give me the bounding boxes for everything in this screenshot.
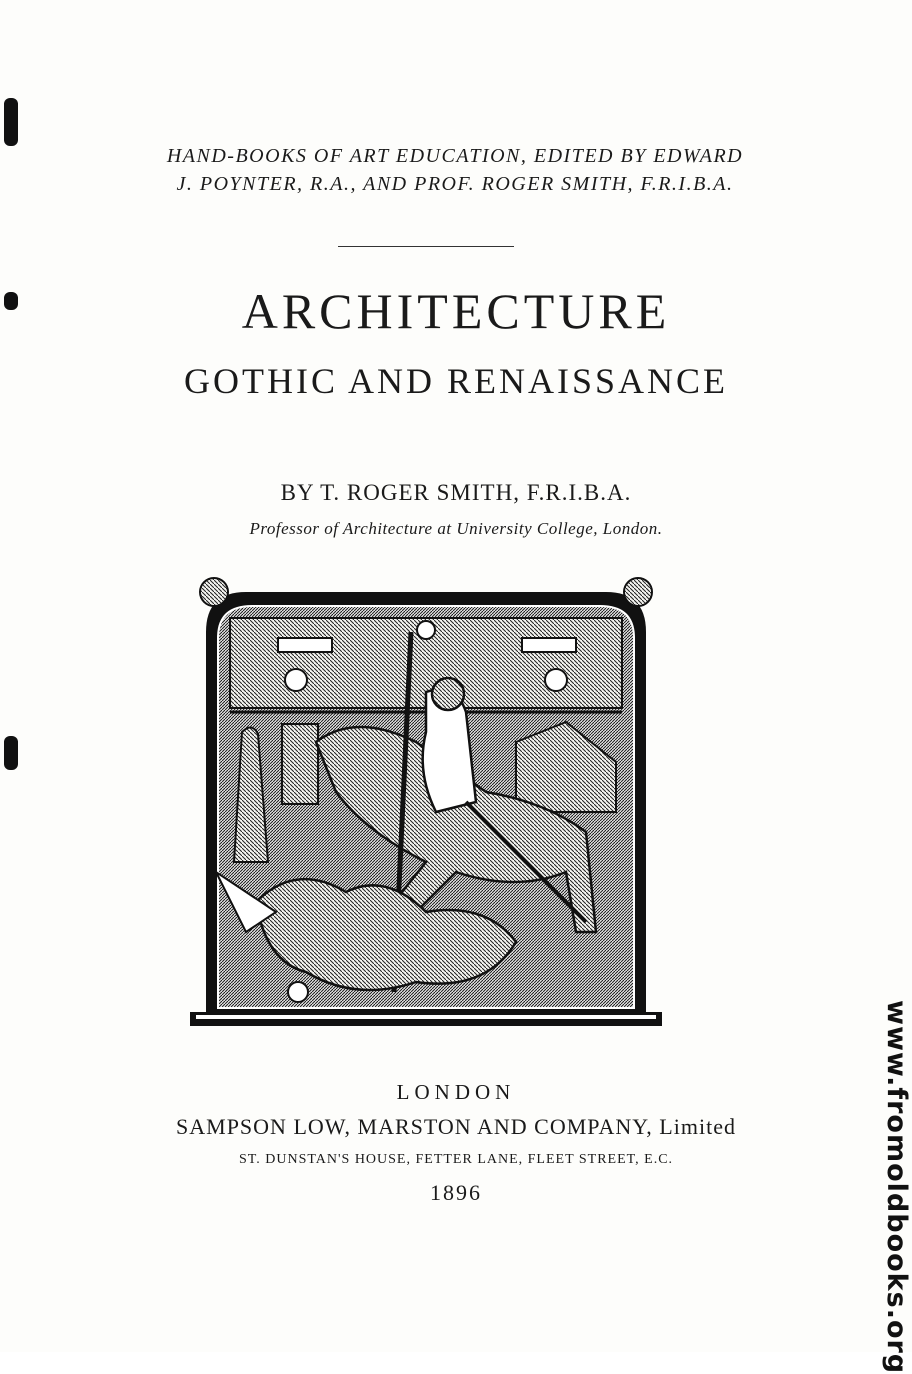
binding-mark bbox=[4, 98, 18, 146]
watermark: www.fromoldbooks.org bbox=[881, 1000, 912, 1374]
imprint-publisher: SAMPSON LOW, MARSTON AND COMPANY, Limited bbox=[176, 1114, 736, 1139]
series-line-2: J. POYNTER, R.A., AND PROF. ROGER SMITH, F.R.I.B.A. bbox=[176, 173, 734, 195]
imprint-address: ST. DUNSTAN'S HOUSE, FETTER LANE, FLEET STREET, E.C. bbox=[238, 1152, 674, 1167]
author-line: BY T. ROGER SMITH, F.R.I.B.A. bbox=[280, 480, 632, 505]
series-line-1: HAND-BOOKS OF ART EDUCATION, EDITED BY EDWARD bbox=[166, 145, 744, 167]
author-affiliation: Professor of Architecture at University College, London. bbox=[249, 519, 663, 538]
book-subtitle: GOTHIC AND RENAISSANCE bbox=[183, 361, 729, 401]
imprint-city: LONDON bbox=[396, 1080, 516, 1104]
imprint-year: 1896 bbox=[430, 1180, 482, 1205]
divider-rule bbox=[338, 246, 514, 247]
book-title: ARCHITECTURE bbox=[241, 283, 671, 339]
engraved-plate-image bbox=[186, 572, 666, 1027]
binding-mark bbox=[4, 736, 18, 770]
